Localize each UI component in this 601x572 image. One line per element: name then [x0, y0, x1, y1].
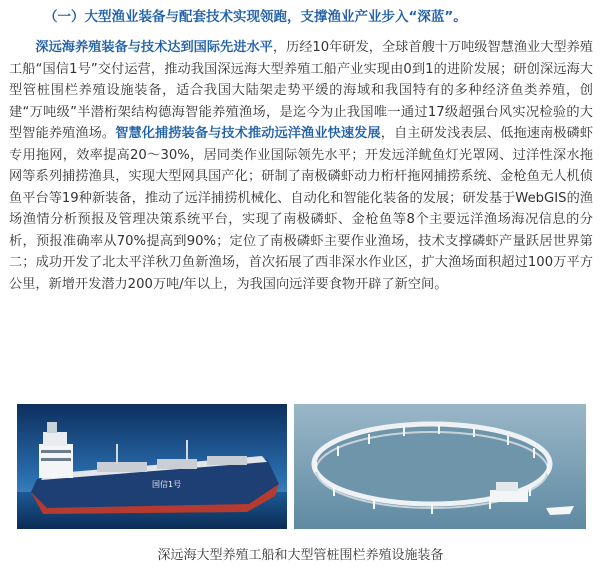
image-caption: 深远海大型养殖工船和大型管桩围栏养殖设施装备: [157, 548, 444, 563]
body-paragraph: [9, 37, 593, 295]
net-pen-illustration: [294, 404, 586, 529]
paragraph-text-1: ，历经10年研发，全球首艘十万吨级智慧渔业大型养殖工船“国信1号”交付运营，推动我国深远海大型养殖工船产业实现由0到1的进阶发展；研创深远海大型管桩围栏养殖设施装备，适合我国大陆架走势平缓的海域和我国特有的多种经济鱼类养殖，创建“万吨级”半潜桁架结构德海智能养殖渔场，是迄今为止我国唯一通过17级超强台风实况检验的大型智能养殖渔场。: [9, 40, 593, 141]
photo-row: [0, 404, 601, 529]
highlight-aquaculture: 深远海养殖装备与技术达到国际先进水平: [35, 40, 273, 55]
paragraph-text-2: ，自主研发浅表层、低拖速南极磷虾专用拖网，效率提高20～30%，居同类作业国际领先水平；开发远洋鱿鱼灯光罩网、过洋性深水拖网等系列捕捞渔具，实现大型网具国产化；研制了南极磷虾动力桁杆拖网捕捞系统、金枪鱼无人机侦鱼平台等19种新装备，推动了远洋捕捞机械化、自动化和智能化装备的发展；研发基于WebGIS的渔场渔情分析预报及管理决策系统平台，实现了南极磷虾、金枪鱼等8个主要远洋渔场海况信息的分析，预报准确率从70%提高到90%；定位了南极磷虾主要作业渔场，技术支撑磷虾产量跃居世界第二；成功开发了北太平洋秋刀鱼新渔场，首次拓展了西非深水作业区，扩大渔场面积超过100万平方公里，新增开发潜力200万吨/年以上，为我国向远洋要食物开辟了新空间。: [9, 126, 594, 292]
ship-name-label: 国信1号: [152, 480, 182, 489]
ship-illustration: [17, 404, 287, 529]
net-pen-photo: [294, 404, 586, 529]
highlight-fishing: 智慧化捕捞装备与技术推动远洋渔业快速发展: [115, 126, 381, 141]
section-heading: （一）大型渔业装备与配套技术实现领跑，支撑渔业产业步入“深蓝”。: [44, 9, 467, 25]
ship-photo: [17, 404, 287, 529]
